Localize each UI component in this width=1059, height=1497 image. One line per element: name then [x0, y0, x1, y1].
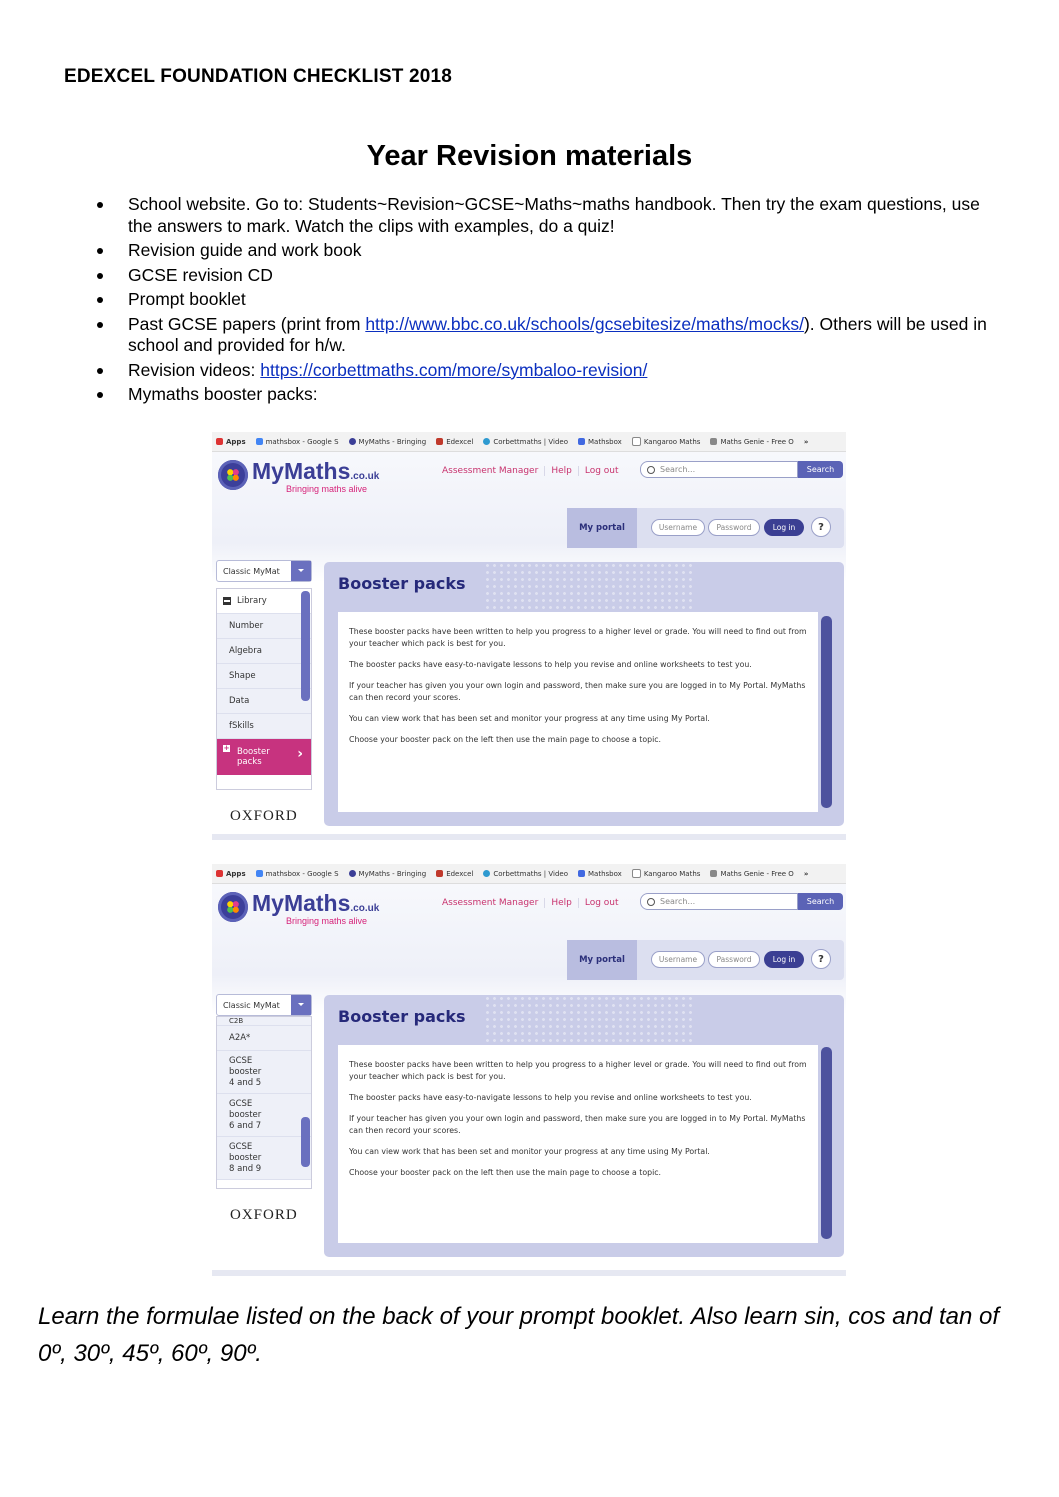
mymaths-logo-icon[interactable] [218, 460, 248, 490]
logo-tagline: Bringing maths alive [286, 916, 368, 926]
bookmark-label: » [803, 437, 809, 446]
help-icon[interactable]: ? [811, 949, 831, 969]
bookmark-label: Maths Genie - Free O [720, 437, 794, 446]
list-item [95, 265, 995, 287]
bbc-bitesize-link[interactable]: http://www.bbc.co.uk/schools/gcsebitesize/maths/mocks/ [365, 313, 804, 334]
content-scrollbar[interactable] [821, 616, 832, 808]
bookmark-label: Kangaroo Maths [643, 437, 701, 446]
bookmark-label: Mathsbox [588, 437, 622, 446]
logo-tagline: Bringing maths alive [286, 484, 368, 494]
mymaths-logo-icon[interactable] [218, 892, 248, 922]
paragraph: Choose your booster pack on the left then use the main page to choose a topic. [349, 1168, 661, 1177]
bookmark-mathsbox[interactable] [578, 438, 622, 446]
paragraph: If your teacher has given you your own login and password, then make sure you are logged in to My Portal. MyMaths can then record your scores. [349, 1114, 806, 1135]
bookmarks-bar [212, 432, 846, 452]
bookmark-apps[interactable] [216, 438, 246, 446]
sidebar [216, 994, 312, 1224]
page-title: Year Revision materials [366, 140, 693, 172]
logout-link[interactable]: Log out [584, 466, 619, 476]
panel-content [338, 1045, 818, 1243]
bookmark-google[interactable] [256, 438, 339, 446]
list-item [95, 194, 995, 237]
bookmark-corbettmaths[interactable] [483, 870, 568, 878]
top-nav [436, 466, 625, 476]
bookmark-label: Maths Genie - Free O [720, 869, 794, 878]
expand-icon: + [223, 744, 230, 752]
sidebar-item-a2a[interactable] [217, 1026, 311, 1051]
sidebar-item-number[interactable] [217, 614, 311, 639]
oxford-logo: OXFORD [230, 808, 298, 824]
classic-mymaths-dropdown[interactable] [216, 994, 312, 1016]
footer-strip [212, 834, 846, 840]
logo-domain: .co.uk [350, 471, 380, 482]
bookmarks-overflow[interactable] [804, 438, 809, 446]
collapse-icon [223, 597, 231, 605]
sidebar-item-gcse-8-9[interactable] [217, 1137, 311, 1180]
bookmark-label: Edexcel [446, 437, 474, 446]
bookmark-mymaths[interactable] [349, 870, 427, 878]
sidebar-item-shape[interactable] [217, 664, 311, 689]
list-item-text: School website. Go to: Students~Revision~GCSE~Maths~maths handbook. Then try the exam questions, use the answers to mark. Watch the clips with examples, do a quiz! [128, 194, 980, 236]
sidebar-item-c2b[interactable] [217, 1017, 311, 1026]
document-header: EDEXCEL FOUNDATION CHECKLIST 2018 [64, 66, 453, 87]
list-item-text: Revision guide and work book [128, 240, 362, 260]
list-item-text: Prompt booklet [128, 289, 246, 309]
sidebar-item-label: GCSE booster 8 and 9 [229, 1141, 262, 1174]
paragraph: Choose your booster pack on the left then use the main page to choose a topic. [349, 735, 661, 744]
sidebar-item-gcse-4-5[interactable] [217, 1051, 311, 1094]
bookmark-label: mathsbox - Google S [265, 437, 339, 446]
list-item-text: ). Others will be used in school and provided for h/w. [128, 313, 987, 355]
username-field[interactable]: Username [651, 519, 705, 536]
booster-packs-panel [324, 562, 844, 826]
sidebar [216, 560, 312, 825]
search-button[interactable]: Search [798, 461, 843, 478]
bookmarks-bar [212, 864, 846, 884]
sidebar-item-booster-packs[interactable] [217, 739, 311, 775]
sidebar-item-label: fSkills [229, 721, 254, 731]
bookmark-kangaroo[interactable] [632, 437, 701, 446]
search-placeholder: Search... [660, 897, 696, 906]
list-item-text: Past GCSE papers (print from [128, 313, 366, 334]
bookmark-label: MyMaths - Bringing [358, 437, 427, 446]
library-menu [216, 588, 312, 790]
sidebar-item-label: GCSE booster 4 and 5 [229, 1055, 262, 1088]
dropdown-value: Classic MyMat [223, 566, 280, 576]
bookmark-label: Apps [226, 869, 246, 878]
paragraph: The booster packs have easy-to-navigate lessons to help you revise and online worksheets to test you. [349, 660, 752, 669]
list-item [95, 240, 995, 262]
sidebar-item-gcse-6-7[interactable] [217, 1094, 311, 1137]
sidebar-scrollbar[interactable] [301, 1117, 310, 1167]
logout-link[interactable]: Log out [584, 898, 619, 908]
search-placeholder: Search... [660, 465, 696, 474]
panel-content [338, 612, 818, 812]
revision-materials-list [95, 194, 995, 409]
bookmark-mymaths[interactable] [349, 438, 427, 446]
search-icon [647, 898, 655, 906]
booster-packs-panel [324, 995, 844, 1257]
list-item [95, 384, 995, 406]
formulae-note: Learn the formulae listed on the back of your prompt booklet. Also learn sin, cos and tan of 0º, 30º, 45º, 60º, 90º. [38, 1303, 999, 1367]
help-link[interactable]: Help [545, 898, 579, 908]
assessment-manager-link[interactable]: Assessment Manager [436, 898, 545, 908]
sidebar-item-library[interactable] [217, 589, 311, 614]
bookmark-mathsgenie[interactable] [710, 870, 793, 878]
bookmark-label: MyMaths - Bringing [358, 869, 427, 878]
bookmark-label: Mathsbox [588, 869, 622, 878]
username-field[interactable]: Username [651, 951, 705, 968]
search-input[interactable] [640, 893, 798, 910]
list-item-text: GCSE revision CD [128, 264, 273, 285]
corbettmaths-link[interactable]: https://corbettmaths.com/more/symbaloo-revision/ [260, 359, 648, 380]
sidebar-item-label: Library [237, 596, 267, 606]
list-item [95, 360, 995, 382]
panel-title: Booster packs [338, 574, 466, 593]
sidebar-item-label: Data [229, 696, 250, 706]
dropdown-value: Classic MyMat [223, 1000, 280, 1010]
portal-bar [567, 508, 844, 548]
paragraph: If your teacher has given you your own login and password, then make sure you are logged in to My Portal. MyMaths can then record your scores. [349, 681, 806, 702]
oxford-logo: OXFORD [230, 1207, 298, 1223]
list-item [95, 314, 995, 357]
help-link[interactable]: Help [545, 466, 579, 476]
my-portal-tab[interactable]: My portal [567, 508, 637, 548]
sidebar-item-fskills[interactable] [217, 714, 311, 739]
paragraph: You can view work that has been set and monitor your progress at any time using My Portal. [349, 1147, 710, 1156]
mymaths-screenshot-2 [212, 864, 846, 1276]
list-item [95, 289, 995, 311]
sidebar-item-label: C2B [229, 1017, 244, 1025]
bookmark-edexcel[interactable] [436, 870, 473, 878]
portal-bar [567, 940, 844, 980]
sidebar-item-label: A2A* [229, 1033, 251, 1043]
bookmark-label: » [803, 869, 809, 878]
search-icon [647, 466, 655, 474]
bookmark-label: Corbettmaths | Video [493, 437, 569, 446]
paragraph: The booster packs have easy-to-navigate lessons to help you revise and online worksheets to test you. [349, 1093, 752, 1102]
chevron-down-icon [291, 561, 311, 581]
search-button[interactable]: Search [798, 893, 843, 910]
panel-title: Booster packs [338, 1007, 466, 1026]
footer-strip [212, 1270, 846, 1276]
bookmarks-overflow[interactable] [804, 870, 809, 878]
classic-mymaths-dropdown[interactable] [216, 560, 312, 582]
content-scrollbar[interactable] [821, 1047, 832, 1239]
search-input[interactable] [640, 461, 798, 478]
login-button[interactable]: Log in [764, 519, 804, 536]
bookmark-label: Kangaroo Maths [643, 869, 701, 878]
mymaths-screenshot-1 [212, 432, 846, 840]
password-field[interactable]: Password [708, 951, 760, 968]
bookmark-corbettmaths[interactable] [483, 438, 568, 446]
list-item-text: Mymaths booster packs: [128, 384, 318, 404]
login-button[interactable]: Log in [764, 951, 804, 968]
sidebar-item-algebra[interactable] [217, 639, 311, 664]
bookmark-mathsgenie[interactable] [710, 438, 793, 446]
bookmark-label: mathsbox - Google S [265, 869, 339, 878]
sidebar-item-label: Booster packs [237, 747, 270, 767]
paragraph: These booster packs have been written to help you progress to a higher level or grade. You will need to find out from your teacher which pack is best for you. [349, 1060, 807, 1081]
paragraph: These booster packs have been written to help you progress to a higher level or grade. You will need to find out from your teacher which pack is best for you. [349, 627, 807, 648]
bookmark-google[interactable] [256, 870, 339, 878]
paragraph: You can view work that has been set and monitor your progress at any time using My Portal. [349, 714, 710, 723]
assessment-manager-link[interactable]: Assessment Manager [436, 466, 545, 476]
logo[interactable] [252, 458, 379, 485]
logo-text: MyMaths [252, 890, 351, 916]
sidebar-item-data[interactable] [217, 689, 311, 714]
bookmark-mathsbox[interactable] [578, 870, 622, 878]
bookmark-apps[interactable] [216, 870, 246, 878]
decorative-dots [484, 995, 694, 1045]
bookmark-kangaroo[interactable] [632, 869, 701, 878]
bookmark-label: Edexcel [446, 869, 474, 878]
list-item-text: Revision videos: [128, 359, 261, 380]
my-portal-tab[interactable]: My portal [567, 940, 637, 980]
bookmark-edexcel[interactable] [436, 438, 473, 446]
bookmark-label: Apps [226, 437, 246, 446]
sidebar-scrollbar[interactable] [301, 591, 310, 701]
logo-domain: .co.uk [350, 903, 380, 914]
sidebar-item-label: Number [229, 621, 264, 631]
top-nav [436, 898, 625, 908]
help-icon[interactable]: ? [811, 517, 831, 537]
sidebar-item-label: Algebra [229, 646, 262, 656]
logo[interactable] [252, 890, 379, 917]
chevron-down-icon [291, 995, 311, 1015]
sidebar-item-label: Shape [229, 671, 256, 681]
bookmark-label: Corbettmaths | Video [493, 869, 569, 878]
logo-text: MyMaths [252, 458, 351, 484]
decorative-dots [484, 562, 694, 612]
password-field[interactable]: Password [708, 519, 760, 536]
sidebar-item-label: GCSE booster 6 and 7 [229, 1098, 262, 1131]
chevron-right-icon: › [297, 746, 303, 762]
booster-menu [216, 1016, 312, 1189]
